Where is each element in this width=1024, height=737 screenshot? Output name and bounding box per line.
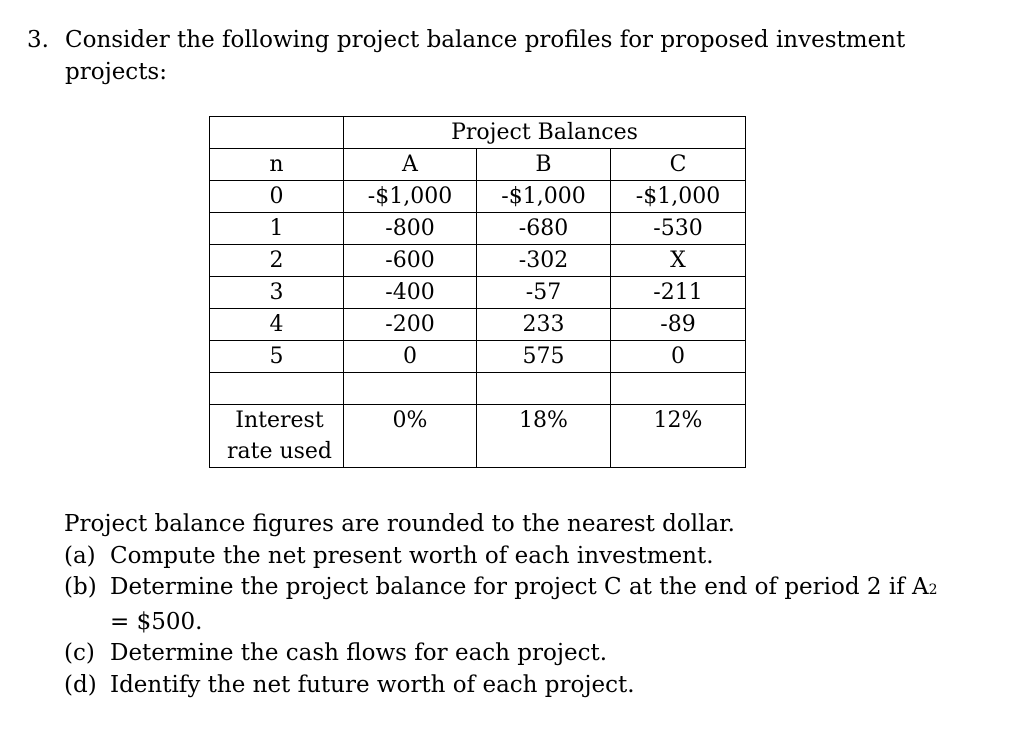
cell-a: -$1,000 [344,181,477,213]
column-header-c: C [611,149,746,181]
table-header-title: Project Balances [344,117,746,149]
rate-a: 0% [344,405,477,468]
cell-b: -680 [477,213,611,245]
blank-cell [210,373,344,405]
list-item [64,572,964,638]
interest-rate-row [210,405,746,468]
table-column-header-row [210,149,746,181]
rate-c: 12% [611,405,746,468]
blank-cell [477,373,611,405]
column-header-b: B [477,149,611,181]
cell-a: -600 [344,245,477,277]
cell-a: -400 [344,277,477,309]
interest-rate-label-line2: rate used [226,439,333,464]
cell-c: -$1,000 [611,181,746,213]
item-text-prefix: Determine the project balance for project C at the end of period 2 if A [110,574,929,600]
notes [64,509,964,701]
table-row [210,213,746,245]
subscript: 2 [928,582,938,598]
question-number: 3. [27,27,49,53]
blank-cell [611,373,746,405]
cell-a: -200 [344,309,477,341]
table-row [210,181,746,213]
table-corner-cell [210,117,344,149]
item-mark: (b) [64,574,97,600]
item-mark: (c) [64,640,95,666]
cell-n: 3 [210,277,344,309]
cell-c: -89 [611,309,746,341]
table-row [210,309,746,341]
list-item [64,670,964,702]
list-item [64,638,964,670]
table-row [210,277,746,309]
cell-c: -530 [611,213,746,245]
cell-n: 0 [210,181,344,213]
cell-b: -302 [477,245,611,277]
cell-c: 0 [611,341,746,373]
cell-n: 5 [210,341,344,373]
item-mark: (a) [64,542,96,569]
cell-n: 1 [210,213,344,245]
item-mark: (d) [64,671,97,698]
item-text [110,572,964,638]
column-header-n: n [210,149,344,181]
cell-b: -57 [477,277,611,309]
cell-n: 2 [210,245,344,277]
item-text: Identify the net future worth of each project. [110,671,635,698]
cell-a: 0 [344,341,477,373]
item-text-suffix: = $500. [110,608,203,635]
cell-c: -211 [611,277,746,309]
question-text: Consider the following project balance profiles for proposed investment projects: [65,27,906,85]
cell-c: X [611,245,746,277]
list-item [64,541,964,573]
table-title-row [210,117,746,149]
cell-a: -800 [344,213,477,245]
notes-intro: Project balance figures are rounded to the nearest dollar. [64,511,735,537]
table-row [210,245,746,277]
blank-cell [344,373,477,405]
interest-rate-label-line1: Interest [235,408,324,433]
rate-b: 18% [477,405,611,468]
cell-n: 4 [210,309,344,341]
interest-rate-label [210,405,344,468]
cell-b: 233 [477,309,611,341]
cell-b: -$1,000 [477,181,611,213]
project-balance-table [209,116,746,468]
table-row [210,341,746,373]
cell-b: 575 [477,341,611,373]
table-blank-row [210,373,746,405]
item-text: Determine the cash flows for each project. [110,640,608,666]
column-header-a: A [344,149,477,181]
item-text: Compute the net present worth of each investment. [110,542,714,569]
